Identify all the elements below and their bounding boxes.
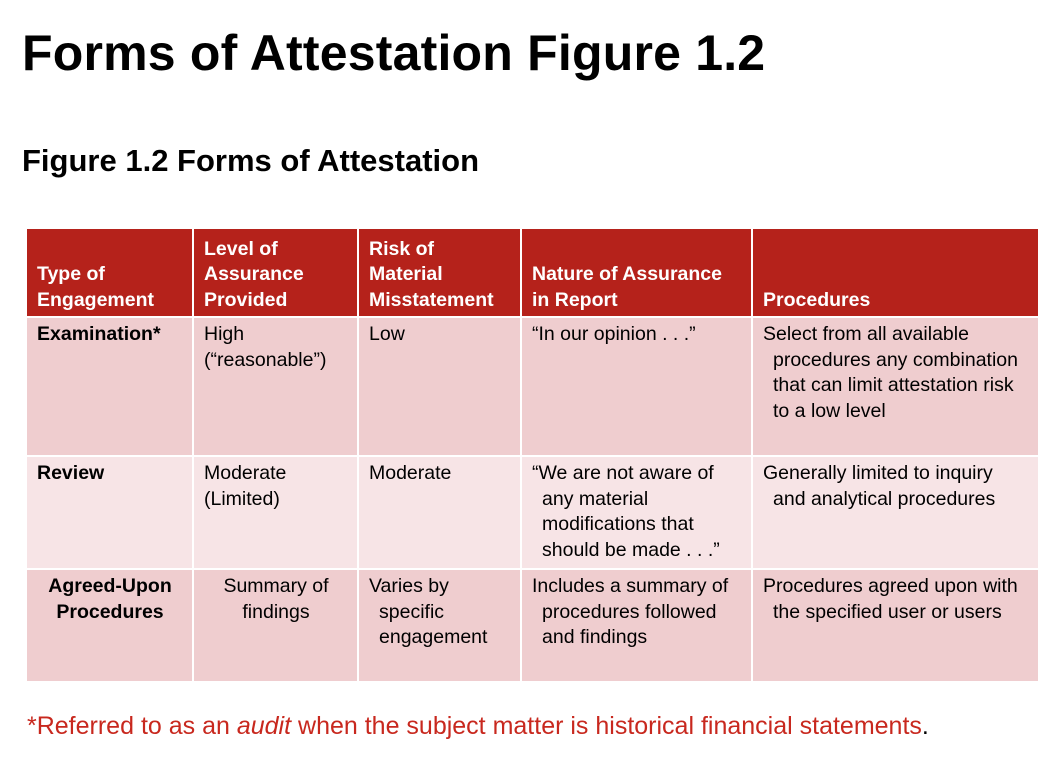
- footnote-text-before: *Referred to as an: [27, 712, 237, 740]
- cell-nature: Includes a summary of procedures followed and findings: [521, 569, 752, 682]
- cell-procedures: Select from all available procedures any combination that can limit attestation risk to a low level: [752, 317, 1039, 456]
- cell-procedures: Generally limited to inquiry and analytical procedures: [752, 456, 1039, 569]
- table-row: [26, 569, 1039, 682]
- slide-subtitle: Figure 1.2 Forms of Attestation: [22, 143, 480, 178]
- cell-nature: “In our opinion . . .”: [521, 317, 752, 456]
- header-risk: Risk of Material Misstatement: [358, 228, 521, 317]
- table-header-row: [26, 228, 1039, 317]
- cell-nature: “We are not aware of any material modifications that should be made . . .”: [521, 456, 752, 569]
- table-row: [26, 317, 1039, 456]
- cell-procedures: Procedures agreed upon with the specified user or users: [752, 569, 1039, 682]
- footnote-text-after: when the subject matter is historical financial statements: [291, 712, 922, 740]
- footnote-period: .: [921, 712, 929, 740]
- header-type: Type of Engagement: [26, 228, 193, 317]
- cell-type: Agreed-Upon Procedures: [26, 569, 193, 682]
- cell-risk: Varies by specific engagement: [358, 569, 521, 682]
- table-row: [26, 456, 1039, 569]
- cell-level: High (“reasonable”): [193, 317, 358, 456]
- header-level: Level of Assurance Provided: [193, 228, 358, 317]
- footnote: [27, 712, 929, 741]
- cell-level: Moderate (Limited): [193, 456, 358, 569]
- cell-level: Summary of findings: [193, 569, 358, 682]
- header-procedures: Procedures: [752, 228, 1039, 317]
- slide-title: Forms of Attestation Figure 1.2: [22, 25, 766, 81]
- attestation-table: [25, 227, 1040, 683]
- footnote-emphasis: audit: [236, 712, 292, 740]
- header-nature: Nature of Assurance in Report: [521, 228, 752, 317]
- cell-risk: Moderate: [358, 456, 521, 569]
- cell-risk: Low: [358, 317, 521, 456]
- cell-type: Review: [26, 456, 193, 569]
- cell-type: Examination*: [26, 317, 193, 456]
